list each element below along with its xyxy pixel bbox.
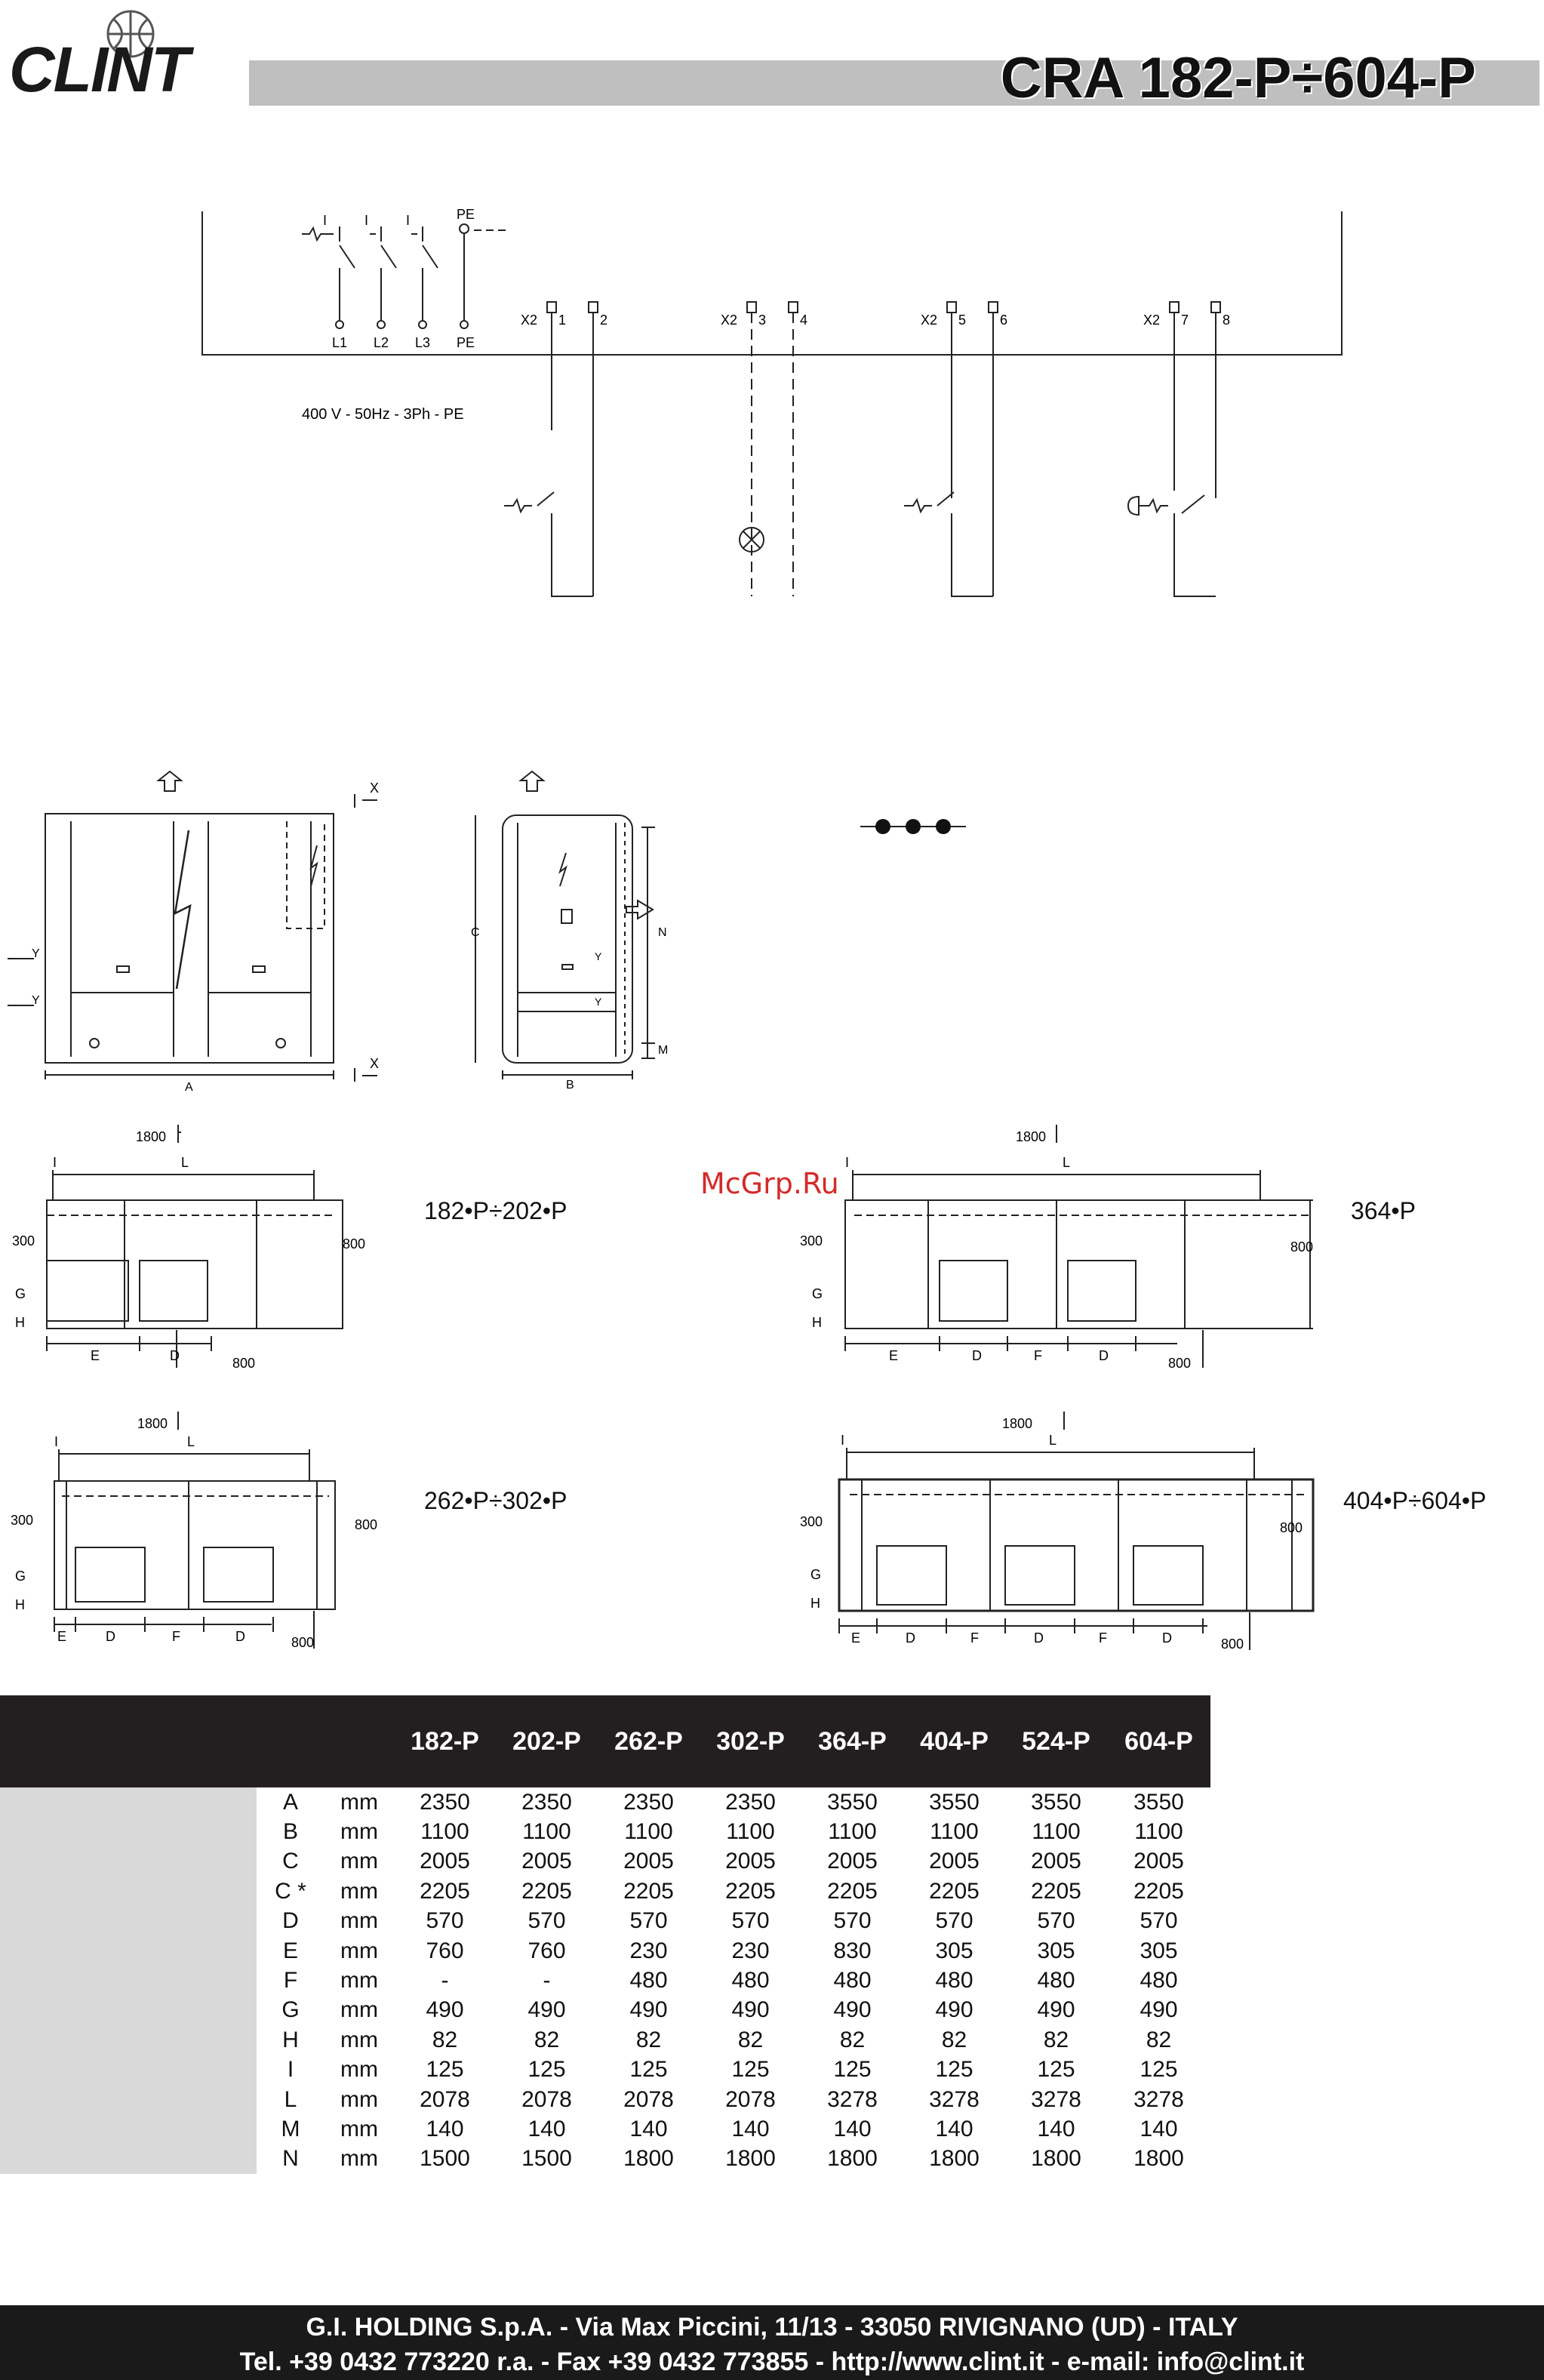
table-cell: 1100 — [1032, 1819, 1081, 1845]
pole-mark: I — [323, 213, 328, 228]
table-cell: 490 — [426, 1997, 464, 2023]
dim-y-label: Y — [32, 994, 40, 1007]
table-body — [0, 1787, 1210, 2174]
row-unit: mm — [340, 1997, 378, 2023]
table-cell: - — [441, 1968, 449, 1994]
pole-mark: I — [406, 213, 411, 228]
column-header: 404-P — [920, 1726, 989, 1756]
table-row — [0, 1907, 1210, 1936]
table-cell: 2005 — [827, 1849, 878, 1874]
table-cell: 480 — [731, 1968, 770, 1994]
dim-d-label: D — [106, 1629, 115, 1644]
layout-model-label: 404•P÷604•P — [1343, 1487, 1487, 1514]
dim-d-label: D — [972, 1348, 982, 1363]
dim-c-label: C — [471, 926, 480, 939]
table-cell: 125 — [527, 2057, 566, 2083]
row-side-cell — [0, 2055, 257, 2085]
terminal-label: L1 — [332, 335, 348, 350]
table-row — [0, 1966, 1210, 1995]
dim-y-label: Y — [32, 947, 40, 960]
dim-g-label: G — [810, 1567, 822, 1582]
table-cell: 125 — [935, 2057, 973, 2083]
side-view-drawing — [460, 762, 702, 1102]
table-cell: 125 — [426, 2057, 464, 2083]
dim-n-label: N — [658, 926, 667, 939]
dim-l-label: L — [181, 1155, 189, 1170]
table-cell: 140 — [527, 2116, 566, 2141]
table-cell: 140 — [1037, 2116, 1075, 2141]
dim-a-label: A — [185, 1081, 193, 1094]
column-header: 364-P — [818, 1726, 887, 1756]
row-dimension-letter: L — [284, 2086, 297, 2112]
table-cell: 570 — [833, 1908, 872, 1934]
footer-contacts: Tel. +39 0432 773220 r.a. - Fax +39 0432 773855 - http://www.clint.it - e-mail: info@clint.it — [239, 2348, 1305, 2376]
table-cell: 230 — [731, 1938, 770, 1963]
watermark: McGrp.Ru — [700, 1167, 839, 1200]
clearance-left: 300 — [11, 1513, 34, 1528]
clearance-right: 800 — [355, 1517, 378, 1532]
table-row — [0, 2144, 1210, 2174]
row-unit: mm — [340, 2057, 378, 2083]
row-unit: mm — [340, 1878, 378, 1904]
table-cell: 1500 — [521, 2146, 572, 2172]
table-cell: 82 — [839, 2027, 866, 2052]
table-cell: 490 — [629, 1997, 668, 2023]
row-unit: mm — [340, 2086, 378, 2112]
table-cell: 2205 — [725, 1878, 776, 1904]
table-cell: 490 — [935, 1997, 973, 2023]
table-cell: 1100 — [420, 1819, 469, 1845]
table-cell: 3550 — [929, 1789, 980, 1815]
table-cell: 2078 — [725, 2086, 776, 2112]
table-cell: 2005 — [420, 1849, 470, 1874]
table-cell: 140 — [935, 2116, 973, 2141]
table-cell: 1800 — [623, 2146, 674, 2172]
row-unit: mm — [340, 1968, 378, 1994]
row-unit: mm — [340, 2116, 378, 2141]
supply-label: 400 V - 50Hz - 3Ph - PE — [302, 406, 464, 423]
table-cell: 82 — [432, 2027, 458, 2052]
dim-e-label: E — [889, 1348, 899, 1363]
table-cell: 570 — [629, 1908, 668, 1934]
table-cell: 570 — [527, 1908, 566, 1934]
row-side-cell — [0, 1877, 257, 1906]
column-header: 524-P — [1022, 1726, 1090, 1756]
dim-i-label: I — [54, 1434, 59, 1449]
dim-l-label: L — [1049, 1433, 1057, 1448]
terminal-block-prefix: X2 — [921, 313, 938, 328]
table-cell: 2205 — [1031, 1878, 1081, 1904]
clearance-top: 1800 — [1002, 1416, 1033, 1431]
header-blank — [257, 1695, 324, 1787]
dim-h-label: H — [812, 1315, 822, 1330]
table-cell: 2078 — [623, 2086, 674, 2112]
dim-e-label: E — [57, 1629, 67, 1644]
row-dimension-letter: D — [282, 1908, 299, 1934]
table-cell: 2205 — [827, 1878, 878, 1904]
spec-table — [0, 1695, 1210, 2174]
table-cell: 1100 — [624, 1819, 673, 1845]
table-row — [0, 1877, 1210, 1906]
dim-e-label: E — [851, 1630, 861, 1646]
terminal-label: L3 — [415, 335, 431, 350]
table-cell: 2005 — [623, 1849, 674, 1874]
clearance-bottom: 800 — [1168, 1356, 1192, 1371]
row-side-cell — [0, 1907, 257, 1936]
terminal-block-prefix: X2 — [521, 313, 538, 328]
dim-m-label: M — [658, 1044, 669, 1057]
row-dimension-letter: F — [283, 1968, 298, 1994]
column-header: 202-P — [512, 1726, 581, 1756]
table-cell: 2350 — [725, 1789, 776, 1815]
table-cell: 2350 — [623, 1789, 674, 1815]
table-cell: 1100 — [1134, 1819, 1183, 1845]
row-side-cell — [0, 1936, 257, 1966]
table-cell: 82 — [635, 2027, 662, 2052]
row-side-cell — [0, 1996, 257, 2025]
terminal-number: 6 — [1000, 313, 1008, 328]
table-cell: 82 — [941, 2027, 967, 2052]
table-cell: 140 — [833, 2116, 872, 2141]
table-cell: 490 — [1037, 1997, 1075, 2023]
brand-logo: CLINT — [9, 34, 189, 105]
table-cell: 570 — [731, 1908, 770, 1934]
table-cell: 140 — [1140, 2116, 1178, 2141]
layout-182-202 — [0, 1125, 392, 1374]
dim-d-label: D — [906, 1630, 915, 1646]
row-unit: mm — [340, 2146, 378, 2172]
layout-model-label: 364•P — [1351, 1197, 1416, 1224]
table-cell: 2005 — [521, 1849, 572, 1874]
table-cell: 480 — [629, 1968, 668, 1994]
clearance-left: 300 — [800, 1233, 823, 1248]
dim-f-label: F — [1034, 1348, 1042, 1363]
table-cell: 2078 — [420, 2086, 470, 2112]
table-cell: 1500 — [420, 2146, 470, 2172]
dim-h-label: H — [810, 1596, 820, 1611]
clearance-left: 300 — [800, 1514, 823, 1529]
row-side-cell — [0, 2114, 257, 2144]
dim-f-label: F — [172, 1629, 180, 1644]
table-cell: 3550 — [1031, 1789, 1081, 1815]
header-blank — [324, 1695, 394, 1787]
row-unit: mm — [340, 2027, 378, 2052]
terminal-number: 5 — [958, 313, 967, 328]
dim-d-label: D — [1099, 1348, 1109, 1363]
dim-d-label: D — [170, 1348, 180, 1363]
table-cell: 570 — [935, 1908, 973, 1934]
dim-f-label: F — [970, 1630, 979, 1646]
table-cell: 1800 — [827, 2146, 878, 2172]
row-side-cell — [0, 1787, 257, 1817]
table-header-row — [0, 1695, 1210, 1787]
table-cell: 2350 — [521, 1789, 572, 1815]
pole-mark: I — [364, 213, 369, 228]
table-cell: 3278 — [1133, 2086, 1184, 2112]
table-cell: 230 — [629, 1938, 668, 1963]
table-row — [0, 1817, 1210, 1846]
clearance-top: 1800 — [1016, 1129, 1047, 1144]
row-dimension-letter: N — [282, 2146, 299, 2172]
dim-l-label: L — [187, 1434, 195, 1449]
table-row — [0, 1936, 1210, 1966]
table-cell: 1800 — [929, 2146, 980, 2172]
table-cell: 1800 — [1031, 2146, 1081, 2172]
row-dimension-letter: C — [282, 1849, 299, 1874]
table-row — [0, 1996, 1210, 2025]
row-unit: mm — [340, 1849, 378, 1874]
table-cell: 2205 — [929, 1878, 980, 1904]
terminal-block-prefix: X2 — [1143, 313, 1161, 328]
terminal-number: 8 — [1223, 313, 1231, 328]
table-cell: 2005 — [1031, 1849, 1081, 1874]
table-cell: 2205 — [1133, 1878, 1184, 1904]
row-dimension-letter: G — [281, 1997, 300, 2023]
table-row — [0, 2114, 1210, 2144]
table-cell: 1100 — [930, 1819, 979, 1845]
table-cell: 82 — [737, 2027, 764, 2052]
terminal-number: 2 — [600, 313, 608, 328]
dim-e-label: E — [91, 1348, 100, 1363]
table-cell: 140 — [731, 2116, 770, 2141]
terminal-label: L2 — [374, 335, 389, 350]
table-cell: 82 — [534, 2027, 560, 2052]
dim-l-label: L — [1063, 1155, 1071, 1170]
layout-model-label: 182•P÷202•P — [424, 1197, 567, 1224]
row-dimension-letter: B — [282, 1819, 298, 1845]
table-cell: 3550 — [827, 1789, 878, 1815]
clearance-right: 800 — [1280, 1520, 1303, 1535]
table-cell: 305 — [935, 1938, 973, 1963]
column-header: 262-P — [614, 1726, 683, 1756]
table-cell: 480 — [935, 1968, 973, 1994]
column-header: 182-P — [411, 1726, 479, 1756]
terminal-number: 1 — [558, 313, 567, 328]
table-cell: 2005 — [725, 1849, 776, 1874]
row-side-cell — [0, 1817, 257, 1846]
layout-262-302 — [0, 1412, 392, 1661]
table-cell: 570 — [1037, 1908, 1075, 1934]
dim-g-label: G — [15, 1569, 26, 1584]
dim-d-label: D — [1162, 1630, 1172, 1646]
row-side-cell — [0, 2025, 257, 2055]
table-cell: 1800 — [1133, 2146, 1184, 2172]
table-cell: 125 — [731, 2057, 770, 2083]
row-unit: mm — [340, 1908, 378, 1934]
row-side-cell — [0, 2144, 257, 2174]
clearance-right: 800 — [1290, 1239, 1313, 1255]
table-cell: 490 — [1140, 1997, 1178, 2023]
footer-company-address: G.I. HOLDING S.p.A. - Via Max Piccini, 11/13 - 33050 RIVIGNANO (UD) - ITALY — [306, 2313, 1238, 2342]
row-dimension-letter: E — [282, 1938, 298, 1963]
row-side-cell — [0, 1847, 257, 1877]
dim-y-label: Y — [595, 996, 602, 1008]
table-row — [0, 2055, 1210, 2085]
dim-i-label: I — [845, 1155, 850, 1170]
table-cell: 570 — [426, 1908, 464, 1934]
row-dimension-letter: I — [287, 2057, 294, 2083]
clearance-right: 800 — [343, 1236, 366, 1252]
row-side-cell — [0, 1966, 257, 1995]
table-cell: 125 — [629, 2057, 668, 2083]
table-cell: 480 — [1037, 1968, 1075, 1994]
header-blank — [0, 1695, 257, 1787]
table-cell: 1800 — [725, 2146, 776, 2172]
table-cell: 140 — [629, 2116, 668, 2141]
clearance-top: 1800 — [137, 1416, 168, 1431]
dim-d-label: D — [1034, 1630, 1044, 1646]
dim-b-label: B — [566, 1079, 574, 1091]
dim-y-label: Y — [595, 950, 602, 962]
dim-h-label: H — [15, 1315, 25, 1330]
table-cell: 2350 — [420, 1789, 470, 1815]
terminal-block-prefix: X2 — [721, 313, 738, 328]
table-row — [0, 2085, 1210, 2114]
dim-i-label: I — [53, 1155, 57, 1170]
row-dimension-letter: A — [282, 1789, 298, 1815]
table-row — [0, 2025, 1210, 2055]
document-title: CRA 182-P÷604-P — [1000, 46, 1476, 110]
row-unit: mm — [340, 1789, 378, 1815]
layout-364 — [800, 1125, 1313, 1374]
table-cell: 2205 — [623, 1878, 674, 1904]
table-cell: 305 — [1140, 1938, 1178, 1963]
table-cell: 2005 — [1133, 1849, 1184, 1874]
layout-model-label: 262•P÷302•P — [424, 1487, 567, 1514]
terminal-number: 4 — [800, 313, 808, 328]
dim-h-label: H — [15, 1597, 25, 1612]
table-cell: 3550 — [1133, 1789, 1184, 1815]
table-cell: 480 — [1140, 1968, 1178, 1994]
table-cell: 125 — [1140, 2057, 1178, 2083]
clearance-bottom: 800 — [232, 1356, 256, 1371]
row-unit: mm — [340, 1819, 378, 1845]
table-cell: 490 — [731, 1997, 770, 2023]
table-cell: 480 — [833, 1968, 872, 1994]
footer — [0, 2305, 1544, 2380]
terminal-number: 3 — [758, 313, 767, 328]
front-view-drawing — [0, 762, 408, 1102]
wiring-diagram — [189, 204, 1358, 627]
table-cell: 760 — [426, 1938, 464, 1963]
pe-top-label: PE — [457, 207, 475, 222]
dim-f-label: F — [1099, 1630, 1107, 1646]
clearance-bottom: 800 — [291, 1635, 315, 1650]
table-cell: - — [543, 1968, 551, 1994]
table-cell: 1100 — [522, 1819, 571, 1845]
table-cell: 3278 — [827, 2086, 878, 2112]
layout-404-604 — [792, 1412, 1321, 1661]
column-header: 604-P — [1124, 1726, 1193, 1756]
table-cell: 125 — [833, 2057, 872, 2083]
dim-d-label: D — [235, 1629, 245, 1644]
column-header: 302-P — [716, 1726, 785, 1756]
row-unit: mm — [340, 1938, 378, 1963]
table-cell: 2205 — [521, 1878, 572, 1904]
dim-x-label: X — [370, 781, 380, 796]
table-cell: 2005 — [929, 1849, 980, 1874]
table-row — [0, 1847, 1210, 1877]
terminal-label: PE — [457, 335, 475, 350]
table-cell: 3278 — [929, 2086, 980, 2112]
three-dots-symbol — [860, 815, 973, 838]
table-cell: 82 — [1043, 2027, 1069, 2052]
table-cell: 3278 — [1031, 2086, 1081, 2112]
table-cell: 82 — [1146, 2027, 1172, 2052]
terminal-number: 7 — [1181, 313, 1189, 328]
table-cell: 1100 — [828, 1819, 877, 1845]
table-cell: 490 — [833, 1997, 872, 2023]
dim-i-label: I — [841, 1433, 845, 1448]
table-cell: 760 — [527, 1938, 566, 1963]
dim-g-label: G — [15, 1286, 26, 1301]
table-cell: 570 — [1140, 1908, 1178, 1934]
clearance-top: 1800 — [136, 1129, 167, 1144]
table-cell: 305 — [1037, 1938, 1075, 1963]
table-cell: 830 — [833, 1938, 872, 1963]
table-cell: 140 — [426, 2116, 464, 2141]
table-row — [0, 1787, 1210, 1817]
table-cell: 125 — [1037, 2057, 1075, 2083]
row-dimension-letter: M — [281, 2116, 300, 2141]
table-cell: 490 — [527, 1997, 566, 2023]
dim-g-label: G — [812, 1286, 823, 1301]
row-dimension-letter: C * — [275, 1878, 306, 1904]
table-cell: 2078 — [521, 2086, 572, 2112]
row-dimension-letter: H — [282, 2027, 299, 2052]
clearance-left: 300 — [12, 1233, 35, 1248]
table-cell: 2205 — [420, 1878, 470, 1904]
clearance-bottom: 800 — [1221, 1636, 1244, 1652]
row-side-cell — [0, 2085, 257, 2114]
table-cell: 1100 — [726, 1819, 775, 1845]
dim-x-label: X — [370, 1056, 380, 1071]
